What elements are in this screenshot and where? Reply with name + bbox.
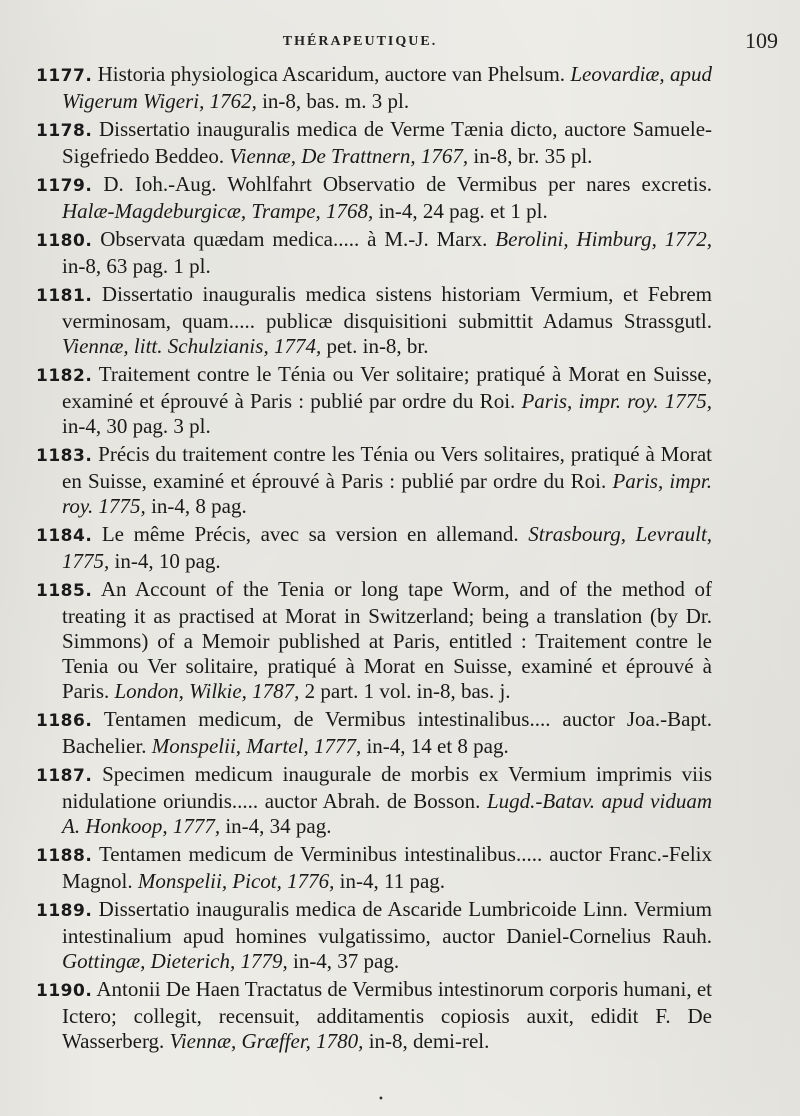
entry-title: Tentamen medicum de Verminibus intestinalibus..... auctor Franc.-Felix Magnol.: [62, 842, 712, 893]
entry-format: 2 part. 1 vol. in-8, bas. j.: [304, 679, 511, 703]
entry-format: in-4, 37 pag.: [292, 949, 400, 973]
entry-number: 1182.: [36, 366, 93, 386]
running-title: THÉRAPEUTIQUE.: [282, 34, 438, 49]
entry-imprint: Viennæ, litt. Schulzianis, 1774,: [62, 334, 322, 358]
entry-number: 1184.: [36, 526, 93, 546]
entry-number: 1180.: [36, 231, 93, 251]
bibliography-entry: [36, 577, 712, 704]
entry-title: D. Ioh.-Aug. Wohlfahrt Observatio de Vermibus per nares excretis.: [103, 172, 712, 196]
page-number: 109: [745, 28, 778, 53]
entry-format: in-4, 10 pag.: [114, 549, 221, 573]
bibliography-entry: [36, 62, 712, 114]
entry-format: in-4, 30 pag. 3 pl.: [62, 414, 211, 438]
entry-title: Specimen medicum inaugurale de morbis ex Vermium imprimis viis nidulatione oriundis..... auctor Abrah. de Bosson.: [62, 762, 713, 813]
entry-imprint: London, Wilkie, 1787,: [114, 679, 300, 703]
bibliography-entry: [36, 442, 712, 519]
entry-imprint: Gottingæ, Dieterich, 1779,: [62, 949, 288, 973]
entry-number: 1178.: [36, 121, 93, 141]
entry-title: Tentamen medicum, de Vermibus intestinalibus.... auctor Joa.-Bapt. Bachelier.: [62, 707, 712, 758]
entry-imprint: Paris, impr. roy. 1775,: [62, 469, 712, 518]
bibliography-entry: [36, 897, 712, 974]
entry-format: in-8, demi-rel.: [368, 1029, 490, 1053]
entry-title: Dissertatio inauguralis medica de Verme Tænia dicto, auctore Samuele-Sigefriedo Beddeo.: [62, 117, 713, 168]
entry-imprint: Halæ-Magdeburgicæ, Trampe, 1768,: [62, 199, 374, 223]
bibliography-entry: [36, 762, 712, 839]
entry-number: 1188.: [36, 846, 93, 866]
entry-number: 1183.: [36, 446, 93, 466]
entry-format: in-4, 14 et 8 pag.: [366, 734, 509, 758]
bibliography-entry: [36, 842, 712, 894]
bibliography-entry: [36, 707, 712, 759]
bibliography-entry: [36, 172, 712, 224]
entry-format: in-4, 8 pag.: [151, 494, 247, 518]
entry-format: in-4, 11 pag.: [339, 869, 446, 893]
bibliography-entry: [36, 282, 712, 359]
bibliography-entry: [36, 362, 712, 439]
entry-title: Traitement contre le Ténia ou Ver solitaire; pratiqué à Morat en Suisse, examiné et éprouvé à Paris : publié par ordre du Roi.: [62, 362, 712, 413]
entry-format: in-4, 34 pag.: [225, 814, 332, 838]
entry-number: 1179.: [36, 176, 93, 196]
bibliography-entry: [36, 227, 712, 279]
entry-imprint: Monspelii, Picot, 1776,: [137, 869, 335, 893]
entry-imprint: Paris, impr. roy. 1775,: [521, 389, 712, 413]
bibliography-entry: [36, 522, 712, 574]
entry-number: 1181.: [36, 286, 93, 306]
entry-number: 1189.: [36, 901, 93, 921]
bibliography-entry: [36, 117, 712, 169]
entry-imprint: Lugd.-Batav. apud viduam A. Honkoop, 1777,: [62, 789, 713, 838]
entry-imprint: Viennæ, Græffer, 1780,: [169, 1029, 364, 1053]
entry-number: 1190.: [36, 981, 93, 1001]
page-header: [0, 28, 800, 64]
entry-format: in-8, bas. m. 3 pl.: [262, 89, 410, 113]
entry-title: Dissertatio inauguralis medica de Ascaride Lumbricoide Linn. Vermium intestinalium apud homines vulgatissimo, auctor Daniel-Cornelius Rauh.: [62, 897, 712, 948]
footer-mark: •: [378, 1094, 384, 1105]
entry-title: Antonii De Haen Tractatus de Vermibus intestinorum corporis humani, et Ictero; collegit, recensuit, additamentis copiosis auxit, edidit F. De Wasserberg.: [62, 977, 712, 1053]
entry-imprint: Viennæ, De Trattnern, 1767,: [229, 144, 469, 168]
entry-title: An Account of the Tenia or long tape Worm, and of the method of treating it as practised at Morat in Switzerland; being a translation (by Dr. Simmons) of a Memoir published at Paris, entitled : Traitement contre le Tenia ou Ver solitaire, pratiqué à Morat en Suisse, examiné et éprouvé à Paris.: [62, 577, 712, 703]
entry-title: Le même Précis, avec sa version en allemand.: [101, 522, 519, 546]
entry-number: 1177.: [36, 66, 93, 86]
entry-imprint: Leovardiæ, apud Wigerum Wigeri, 1762,: [62, 62, 712, 113]
entry-title: Historia physiologica Ascaridum, auctore van Phelsum.: [97, 62, 566, 86]
entry-format: pet. in-8, br.: [326, 334, 429, 358]
entry-imprint: Strasbourg, Levrault, 1775,: [62, 522, 713, 573]
entry-format: in-8, br. 35 pl.: [473, 144, 593, 168]
entry-title: Précis du traitement contre les Ténia ou Vers solitaires, pratiqué à Morat en Suisse, examiné et éprouvé à Paris : publié par ordre du Roi.: [62, 442, 712, 493]
entry-imprint: Monspelii, Martel, 1777,: [151, 734, 362, 758]
entry-title: Observata quædam medica..... à M.-J. Marx.: [100, 227, 488, 251]
entry-number: 1187.: [36, 766, 93, 786]
entry-imprint: Berolini, Himburg, 1772,: [495, 227, 712, 251]
entry-format: in-8, 63 pag. 1 pl.: [62, 254, 211, 278]
entry-number: 1185.: [36, 581, 93, 601]
entry-title: Dissertatio inauguralis medica sistens historiam Vermium, et Febrem verminosam, quam..... publicæ disquisitioni submittit Adamus Strassgutl.: [62, 282, 712, 333]
bibliography-entry: [36, 977, 712, 1054]
bibliography-list: [36, 62, 712, 1057]
entry-format: in-4, 24 pag. et 1 pl.: [378, 199, 548, 223]
entry-number: 1186.: [36, 711, 93, 731]
